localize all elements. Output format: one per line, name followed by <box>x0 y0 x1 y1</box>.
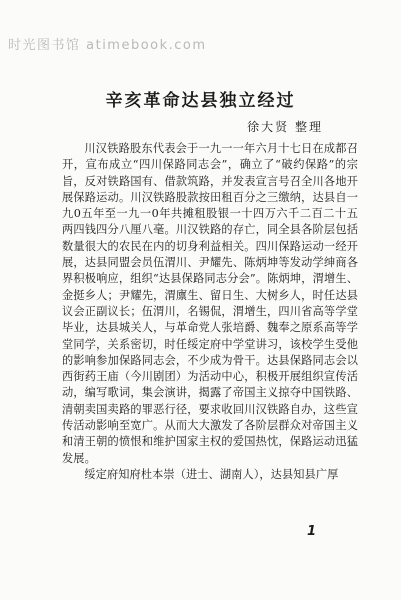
body-paragraph: 绥定府知府杜本崇（进士、湖南人），达县知县广厚 <box>84 467 339 481</box>
watermark-text: 时光图书馆 atimebook.com <box>8 38 207 53</box>
article-title: 辛亥革命达县独立经过 <box>105 91 296 111</box>
page-number: 1 <box>306 524 316 539</box>
body-paragraph: 川汉铁路股东代表会于一九一一年六月十七日在成都召开，宣布成立“四川保路同志会”，确立了“破约保路”的宗旨，反对铁路国有、借款筑路，并发表宣言号召全川各地开展保路运动。川汉铁路股款按田租百分之三缴纳，达县自一九0五年至一九一0年共摊租股银一十四万六千二百二十五两四钱四分八厘八毫。川汉铁路的存亡，同全县各阶层包括数量很大的农民在内的切身利益相关。四川保路运动一经开展，达县同盟会员伍渭川、尹耀先、陈炳坤等发动学绅商各界积极响应，组织“达县保路同志分会”。陈炳坤，渭增生、金挺乡人；尹耀先，渭廪生、留日生、大树乡人，时任达县议会正副议长；伍渭川，名锡侃，渭增生，四川省高等学堂毕业，达县城关人，与革命党人张培爵、魏奉之原系高等学堂同学，关系密切，时任绥定府中学堂讲习，该校学生受他的影响参加保路同志会，不少成为骨干。达县保路同志会以西街药王庙（今川剧团）为活动中心，积极开展组织宣传活动，编写歌词，集会演讲，揭露了帝国主义掠夺中国铁路、清朝卖国卖路的罪恶行径，要求收回川汉铁路自办，这些宣传活动影响至宽广。从而大大激发了各阶层群众对帝国主义和清王朝的愤恨和维护国家主权的爱国热忱，保路运动迅猛发展。 <box>62 142 358 465</box>
article-body <box>62 141 358 483</box>
byline: 徐大贤 整理 <box>247 120 323 134</box>
